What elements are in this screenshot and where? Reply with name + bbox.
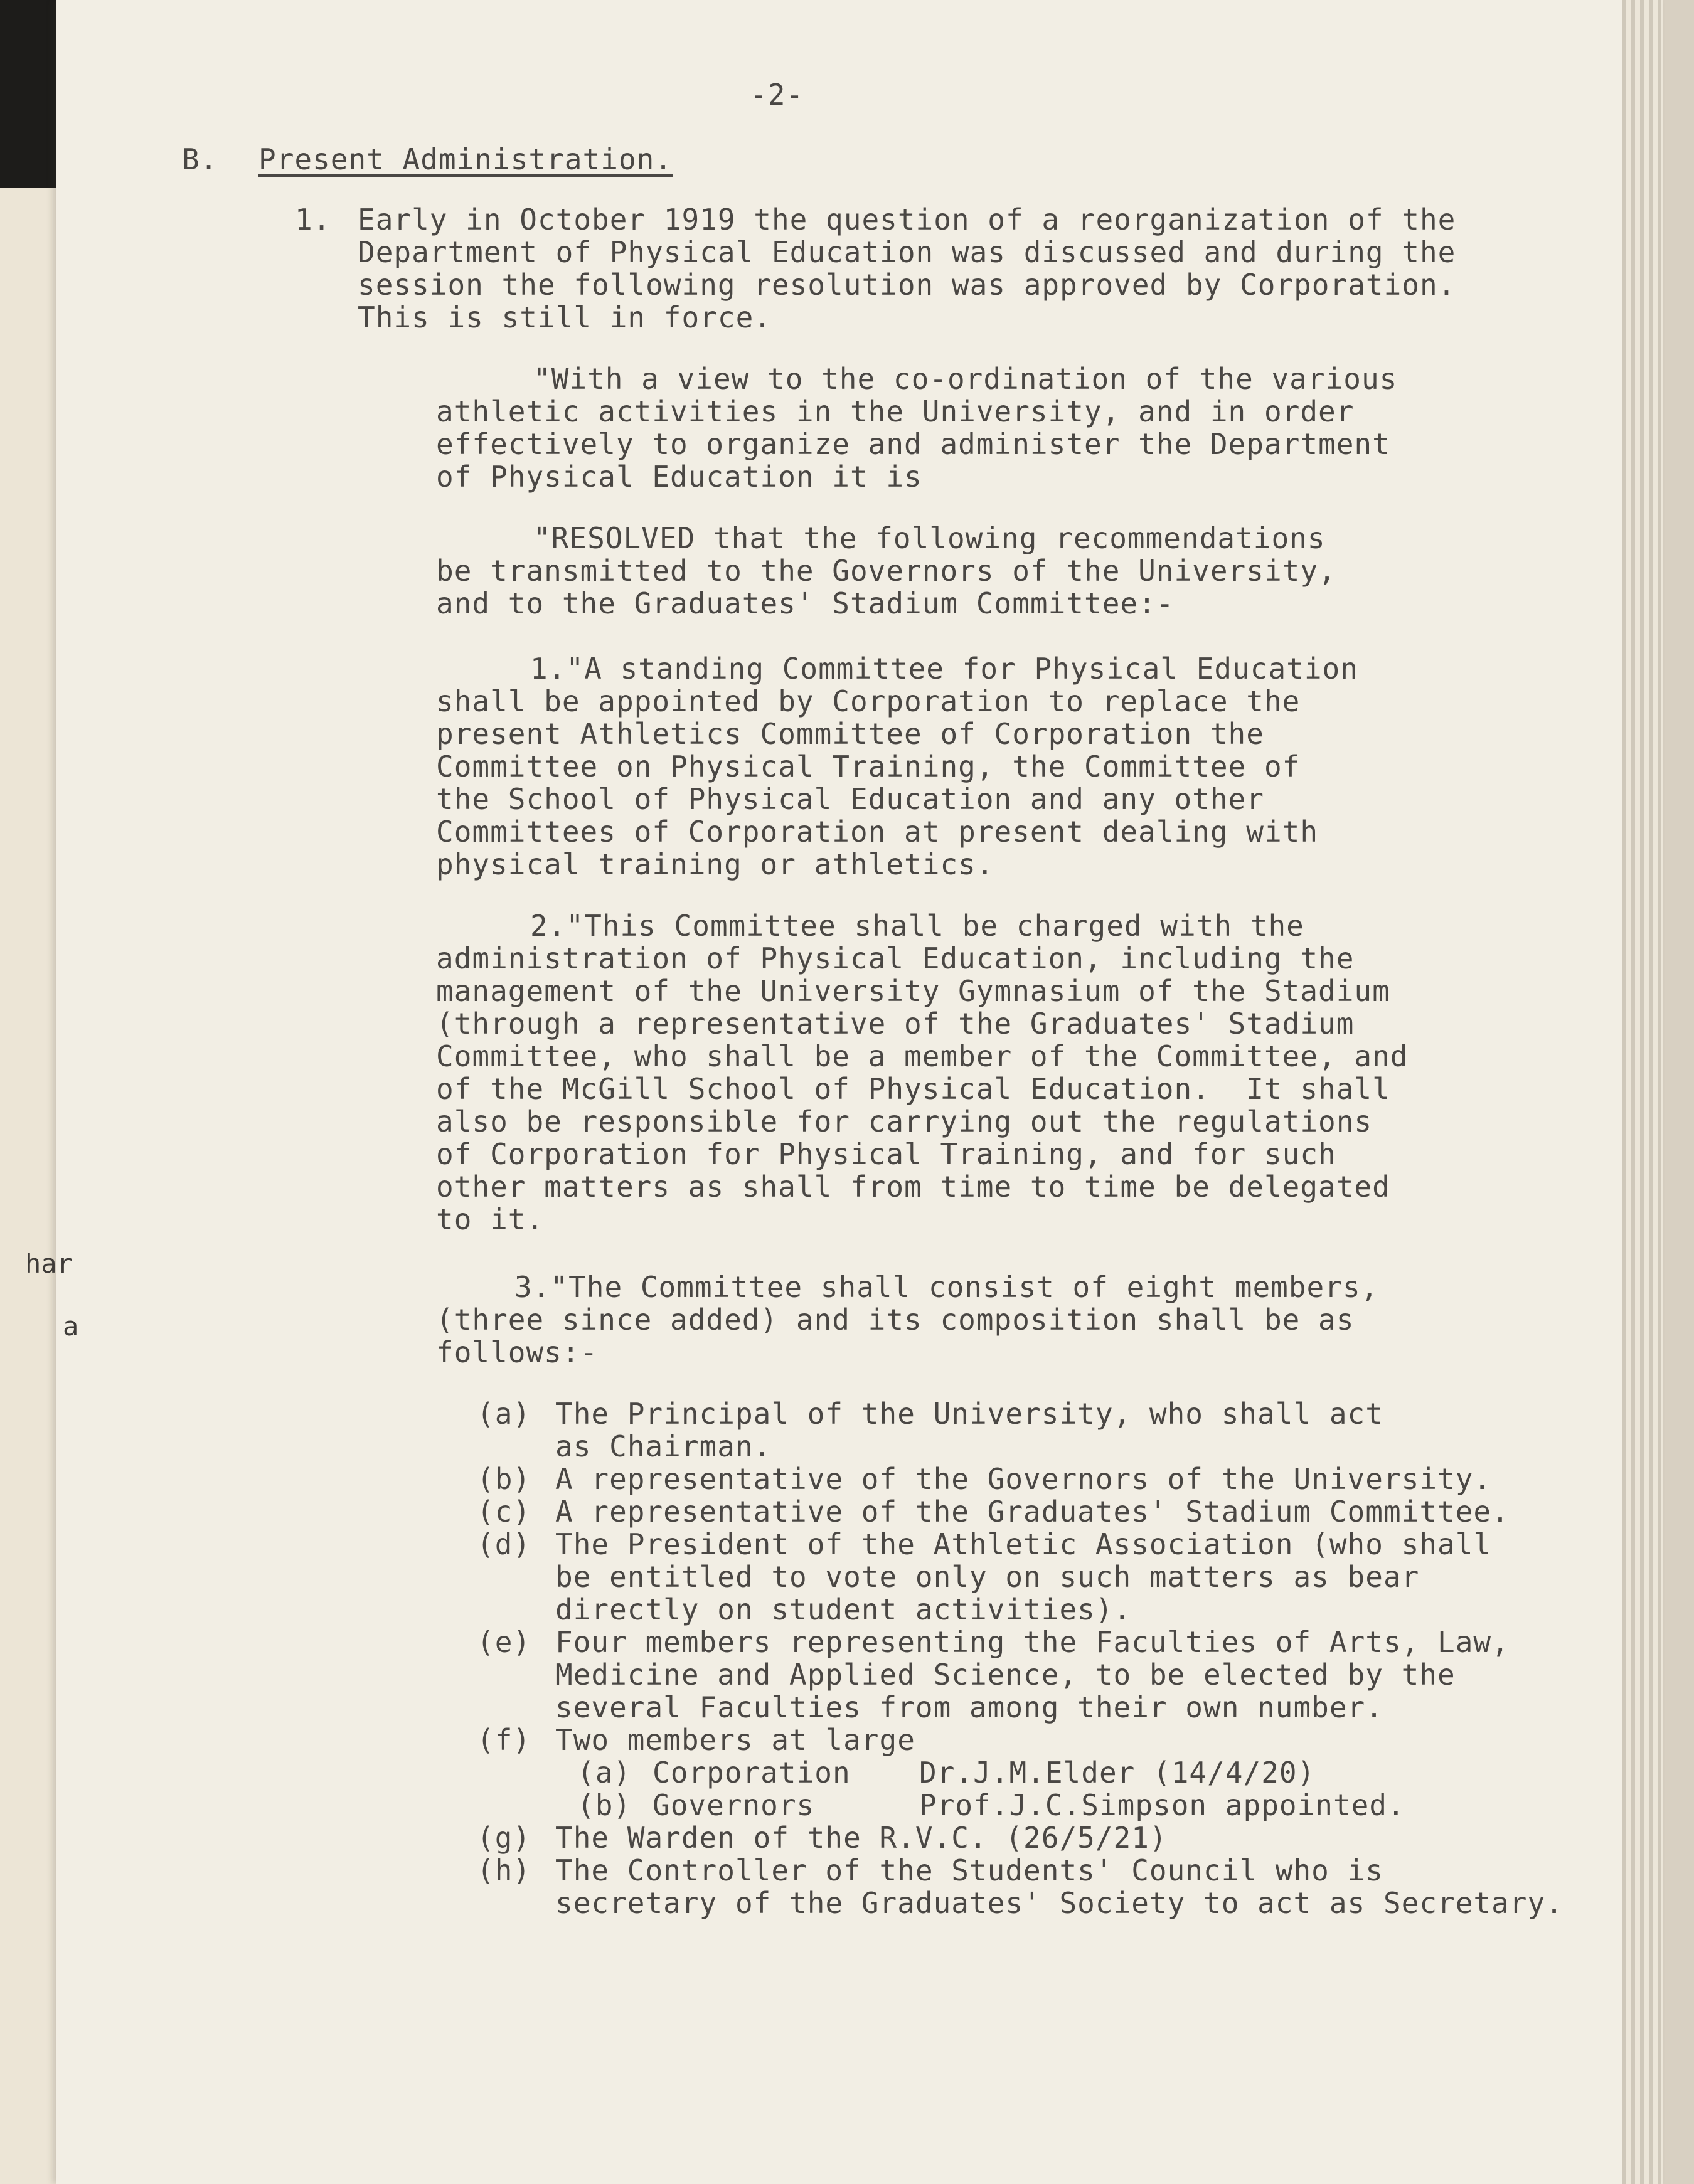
paragraph-line: session the following resolution was approved by Corporation. <box>358 268 1456 302</box>
resolved-line: "RESOLVED that the following recommendations <box>533 521 1326 555</box>
item-line: (three since added) and its composition shall be as <box>436 1303 1355 1337</box>
item-line: the School of Physical Education and any other <box>436 782 1264 816</box>
composition-line: as Chairman. <box>555 1429 772 1463</box>
paragraph-line: This is still in force. <box>358 300 772 334</box>
item-line: of Corporation for Physical Training, and for such <box>436 1137 1336 1171</box>
preamble-line: effectively to organize and administer the Department <box>436 427 1390 461</box>
item-line: management of the University Gymnasium of the Stadium <box>436 974 1390 1008</box>
at-large-label: (a) <box>577 1756 632 1789</box>
item-line: 3."The Committee shall consist of eight members, <box>514 1270 1379 1304</box>
item-line: follows:- <box>436 1335 599 1369</box>
item-line: Committees of Corporation at present dealing with <box>436 815 1319 849</box>
composition-line: several Faculties from among their own number. <box>555 1690 1383 1724</box>
item-line: (through a representative of the Graduates' Stadium <box>436 1007 1355 1041</box>
page-number: -2- <box>750 78 804 112</box>
composition-line: A representative of the Governors of the University. <box>555 1462 1492 1496</box>
item-line: also be responsible for carrying out the regulations <box>436 1105 1373 1138</box>
composition-line: The Warden of the R.V.C. (26/5/21) <box>555 1821 1168 1855</box>
composition-label: (a) <box>477 1397 531 1431</box>
item-line: of the McGill School of Physical Education. It shall <box>436 1072 1390 1106</box>
composition-label: (f) <box>477 1723 531 1757</box>
composition-line: secretary of the Graduates' Society to act as Secretary. <box>555 1886 1563 1920</box>
composition-line: The Controller of the Students' Council who is <box>555 1853 1383 1887</box>
item-line: Committee, who shall be a member of the Committee, and <box>436 1039 1409 1073</box>
at-large-body: Governors <box>653 1788 815 1822</box>
composition-label: (d) <box>477 1527 531 1561</box>
composition-line: A representative of the Graduates' Stadium Committee. <box>555 1495 1510 1529</box>
preamble-line: "With a view to the co-ordination of the various <box>533 362 1398 396</box>
composition-label: (h) <box>477 1853 531 1887</box>
paragraph-line: Department of Physical Education was discussed and during the <box>358 235 1456 269</box>
composition-line: directly on student activities). <box>555 1593 1132 1626</box>
composition-label: (e) <box>477 1625 531 1659</box>
item-line: administration of Physical Education, including the <box>436 941 1355 975</box>
preamble-line: athletic activities in the University, and in order <box>436 395 1355 428</box>
preamble-line: of Physical Education it is <box>436 460 922 494</box>
composition-label: (b) <box>477 1462 531 1496</box>
paragraph-number: 1. <box>295 203 331 236</box>
section-title: Present Administration. <box>258 142 673 176</box>
composition-label: (c) <box>477 1495 531 1529</box>
item-line: present Athletics Committee of Corporation the <box>436 717 1264 751</box>
at-large-body: Corporation <box>653 1756 851 1789</box>
item-line: shall be appointed by Corporation to replace the <box>436 684 1301 718</box>
at-large-appointee: Dr.J.M.Elder (14/4/20) <box>919 1756 1316 1789</box>
item-line: physical training or athletics. <box>436 847 994 881</box>
resolved-line: and to the Graduates' Stadium Committee:- <box>436 586 1175 620</box>
item-line: to it. <box>436 1202 545 1236</box>
composition-line: The Principal of the University, who shall act <box>555 1397 1383 1431</box>
at-large-appointee: Prof.J.C.Simpson appointed. <box>919 1788 1405 1822</box>
margin-fragment: har <box>25 1248 73 1279</box>
item-line: other matters as shall from time to time be delegated <box>436 1170 1390 1204</box>
section-letter: B. <box>182 142 218 176</box>
composition-label: (g) <box>477 1821 531 1855</box>
item-line: Committee on Physical Training, the Committee of <box>436 750 1301 783</box>
composition-line: The President of the Athletic Association (who shall <box>555 1527 1492 1561</box>
composition-line: be entitled to vote only on such matters as bear <box>555 1560 1420 1594</box>
item-line: 2."This Committee shall be charged with the <box>530 909 1304 943</box>
composition-line: Medicine and Applied Science, to be elected by the <box>555 1658 1456 1692</box>
item-line: 1."A standing Committee for Physical Education <box>530 652 1358 686</box>
resolved-line: be transmitted to the Governors of the University, <box>436 554 1336 588</box>
at-large-label: (b) <box>577 1788 632 1822</box>
composition-line: Four members representing the Faculties of Arts, Law, <box>555 1625 1510 1659</box>
paragraph-line: Early in October 1919 the question of a reorganization of the <box>358 203 1456 236</box>
margin-fragment: a <box>63 1311 79 1342</box>
composition-line: Two members at large <box>555 1723 915 1757</box>
